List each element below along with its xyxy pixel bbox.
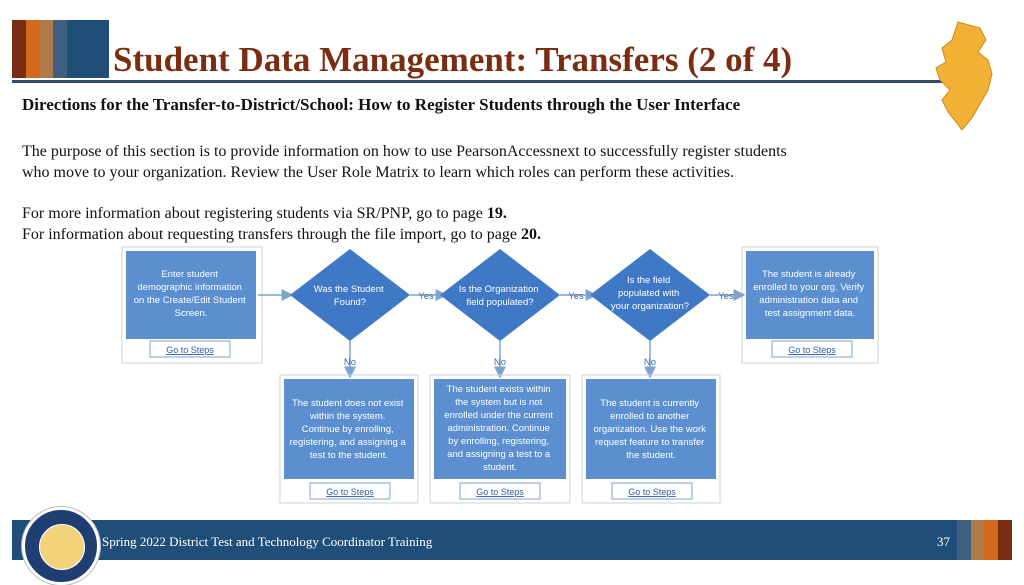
- file-import-text: For information about requesting transfers through the file import, go to page: [22, 226, 521, 243]
- header-stripe-brown: [12, 20, 26, 78]
- start-box-text: Enter student demographic information on the Create/Edit Student Screen.: [133, 269, 246, 319]
- sr-pnp-text: For more information about registering students via SR/PNP, go to page: [22, 205, 487, 222]
- decision2-text: Is the Organization field populated?: [458, 284, 539, 308]
- footer-stripe-tan: [971, 520, 984, 560]
- section-subtitle: Directions for the Transfer-to-District/School: How to Register Students through the User Interface: [22, 95, 741, 114]
- page-number: 37: [937, 534, 950, 549]
- yes-label-1: Yes: [418, 291, 434, 302]
- no-label-1: No: [343, 357, 357, 368]
- nj-department-of-education-seal: [22, 507, 100, 585]
- title-divider: [12, 80, 962, 83]
- footer-text: Spring 2022 District Test and Technology Coordinator Training: [102, 534, 433, 549]
- decision-student-found: [290, 249, 410, 341]
- sr-pnp-page: 19.: [486, 205, 507, 222]
- no-label-3: No: [643, 357, 657, 368]
- purpose-line-1: The purpose of this section is to provide information on how to use PearsonAccessnext to successfully register students: [22, 143, 787, 160]
- new-jersey-map-icon: [928, 18, 1008, 138]
- start-go-to-steps-link[interactable]: Go to Steps: [166, 345, 214, 355]
- decision3-text: Is the field populated with your organization?: [610, 275, 690, 312]
- sr-pnp-reference: [22, 203, 541, 224]
- file-import-reference: [22, 224, 541, 245]
- student-not-exist-text: The student does not exist within the system. Continue by enrolling, registering, and assigning a test to the student.: [289, 398, 406, 461]
- exists-go-to-steps-link[interactable]: Go to Steps: [476, 487, 524, 497]
- enrolled-go-to-steps-link[interactable]: Go to Steps: [788, 345, 836, 355]
- enrolled-other-org-text: The student is currently enrolled to another organization. Use the work request feature to transfer the student.: [593, 398, 706, 461]
- yes-label-3: Yes: [718, 291, 734, 302]
- decision-organization-populated: [440, 249, 560, 341]
- page-title: Student Data Management: Transfers (2 of 4): [113, 40, 793, 79]
- footer-stripe-slate: [957, 520, 971, 560]
- page-references: [22, 203, 541, 245]
- not-exist-go-to-steps-link[interactable]: Go to Steps: [326, 487, 374, 497]
- footer-stripe-brown: [998, 520, 1012, 560]
- purpose-paragraph: [22, 141, 787, 183]
- decision1-text: Was the Student Found?: [313, 284, 384, 308]
- transfer-flowchart: [120, 245, 890, 505]
- no-label-2: No: [493, 357, 507, 368]
- header-stripe-tan: [40, 20, 53, 78]
- yes-label-2: Yes: [568, 291, 584, 302]
- purpose-line-2: who move to your organization. Review the User Role Matrix to learn which roles can perform these activities.: [22, 164, 734, 181]
- already-enrolled-text: The student is already enrolled to your org. Verify administration data and test assignment data.: [753, 269, 865, 319]
- other-org-go-to-steps-link[interactable]: Go to Steps: [628, 487, 676, 497]
- seal-shield-icon: [39, 524, 85, 570]
- header-stripe-slate: [53, 20, 67, 78]
- exists-not-enrolled-text: The student exists within the system but is not enrolled under the current administration. Continue by enrolling, registering, and assigning a test to a student.: [444, 384, 554, 473]
- footer-stripe-orange: [984, 520, 998, 560]
- header-stripe-orange: [26, 20, 40, 78]
- file-import-page: 20.: [521, 226, 541, 243]
- header-stripe-navy: [67, 20, 109, 78]
